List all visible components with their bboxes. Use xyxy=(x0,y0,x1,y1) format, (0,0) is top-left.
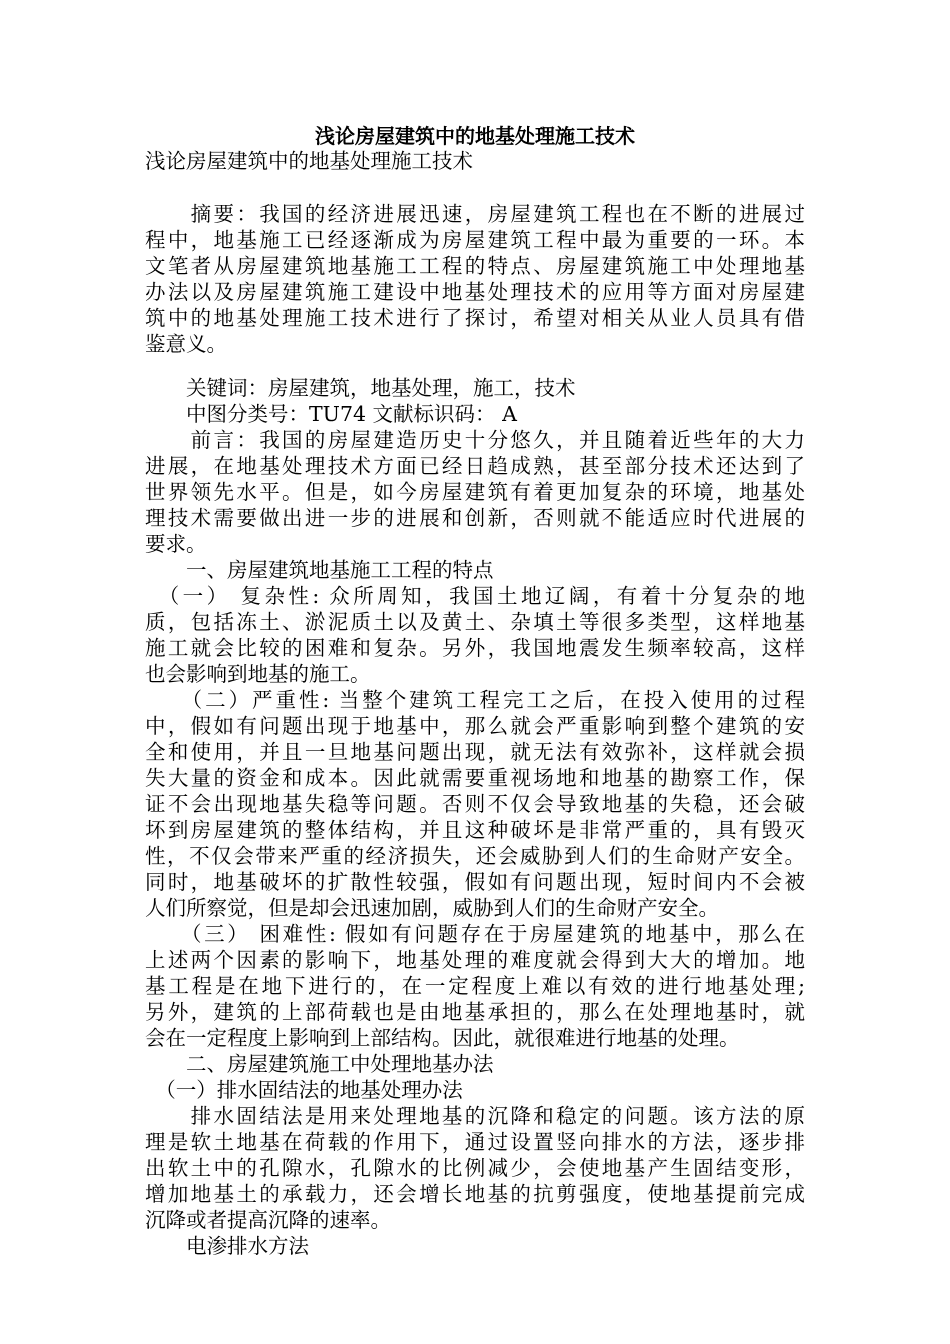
subsection-heading: （一）排水固结法的地基处理办法 xyxy=(145,1078,463,1102)
keywords-line: 关键词：房屋建筑，地基处理，施工，技术 xyxy=(145,376,576,400)
body-line: 增加地基土的承载力，还会增长地基的抗剪强度，使地基提前完成 xyxy=(145,1182,805,1206)
abstract-line: 鉴意义。 xyxy=(145,332,227,356)
body-line: 质，包括冻土、淤泥质土以及黄土、杂填土等很多类型，这样地基 xyxy=(145,610,805,634)
body-line: 出软土中的孔隙水，孔隙水的比例减少，会使地基产生固结变形， xyxy=(145,1156,805,1180)
body-line: 也会影响到地基的施工。 xyxy=(145,662,371,686)
body-line: 失大量的资金和成本。因此就需要重视场地和地基的勘察工作，保 xyxy=(145,766,805,790)
body-line: 中，假如有问题出现于地基中，那么就会严重影响到整个建筑的安 xyxy=(145,714,805,738)
body-line: 上述两个因素的影响下，地基处理的难度就会得到大大的增加。地 xyxy=(145,948,805,972)
classification-line: 中图分类号：TU74 文献标识码： A xyxy=(145,402,517,426)
subsection-heading: 电渗排水方法 xyxy=(145,1234,309,1258)
section-heading: 一、房屋建筑地基施工工程的特点 xyxy=(145,558,494,582)
body-line: （二）严重性: 当整个建筑工程完工之后，在投入使用的过程 xyxy=(145,688,805,712)
body-line: 同时，地基破坏的扩散性较强，假如有问题出现，短时间内不会被 xyxy=(145,870,805,894)
abstract-line: 文笔者从房屋建筑地基施工工程的特点、房屋建筑施工中处理地基 xyxy=(145,254,805,278)
subtitle-line: 浅论房屋建筑中的地基处理施工技术 xyxy=(145,149,473,173)
body-line: 性，不仅会带来严重的经济损失，还会威胁到人们的生命财产安全。 xyxy=(145,844,805,868)
abstract-line: 摘要：我国的经济进展迅速，房屋建筑工程也在不断的进展过 xyxy=(145,202,805,226)
body-line: 人们所察觉，但是却会迅速加剧，威胁到人们的生命财产安全。 xyxy=(145,896,719,920)
body-line: （一） 复杂性: 众所周知，我国土地辽阔，有着十分复杂的地 xyxy=(145,584,805,608)
intro-line: 世界领先水平。但是，如今房屋建筑有着更加复杂的环境，地基处 xyxy=(145,480,805,504)
body-line: 施工就会比较的困难和复杂。另外，我国地震发生频率较高，这样 xyxy=(145,636,805,660)
abstract-line: 筑中的地基处理施工技术进行了探讨，希望对相关从业人员具有借 xyxy=(145,306,805,330)
intro-line: 前言：我国的房屋建造历史十分悠久，并且随着近些年的大力 xyxy=(145,428,805,452)
body-line: 坏到房屋建筑的整体结构，并且这种破坏是非常严重的，具有毁灭 xyxy=(145,818,805,842)
abstract-line: 程中，地基施工已经逐渐成为房屋建筑工程中最为重要的一环。本 xyxy=(145,228,805,252)
intro-line: 进展，在地基处理技术方面已经日趋成熟，甚至部分技术还达到了 xyxy=(145,454,805,478)
body-line: 理是软土地基在荷载的作用下，通过设置竖向排水的方法，逐步排 xyxy=(145,1130,805,1154)
document-title: 浅论房屋建筑中的地基处理施工技术 xyxy=(315,124,635,148)
body-line: 会在一定程度上影响到上部结构。因此，就很难进行地基的处理。 xyxy=(145,1026,740,1050)
section-heading: 二、房屋建筑施工中处理地基办法 xyxy=(145,1052,494,1076)
body-line: 排水固结法是用来处理地基的沉降和稳定的问题。该方法的原 xyxy=(145,1104,805,1128)
body-line: 沉降或者提高沉降的速率。 xyxy=(145,1208,391,1232)
body-line: 全和使用，并且一旦地基问题出现，就无法有效弥补，这样就会损 xyxy=(145,740,805,764)
body-line: （三） 困难性: 假如有问题存在于房屋建筑的地基中，那么在 xyxy=(145,922,805,946)
body-line: 另外，建筑的上部荷载也是由地基承担的，那么在处理地基时，就 xyxy=(145,1000,805,1024)
intro-line: 要求。 xyxy=(145,532,207,556)
body-line: 基工程是在地下进行的，在一定程度上难以有效的进行地基处理; xyxy=(145,974,805,998)
body-line: 证不会出现地基失稳等问题。否则不仅会导致地基的失稳，还会破 xyxy=(145,792,805,816)
abstract-line: 办法以及房屋建筑施工建设中地基处理技术的应用等方面对房屋建 xyxy=(145,280,805,304)
intro-line: 理技术需要做出进一步的进展和创新，否则就不能适应时代进展的 xyxy=(145,506,805,530)
